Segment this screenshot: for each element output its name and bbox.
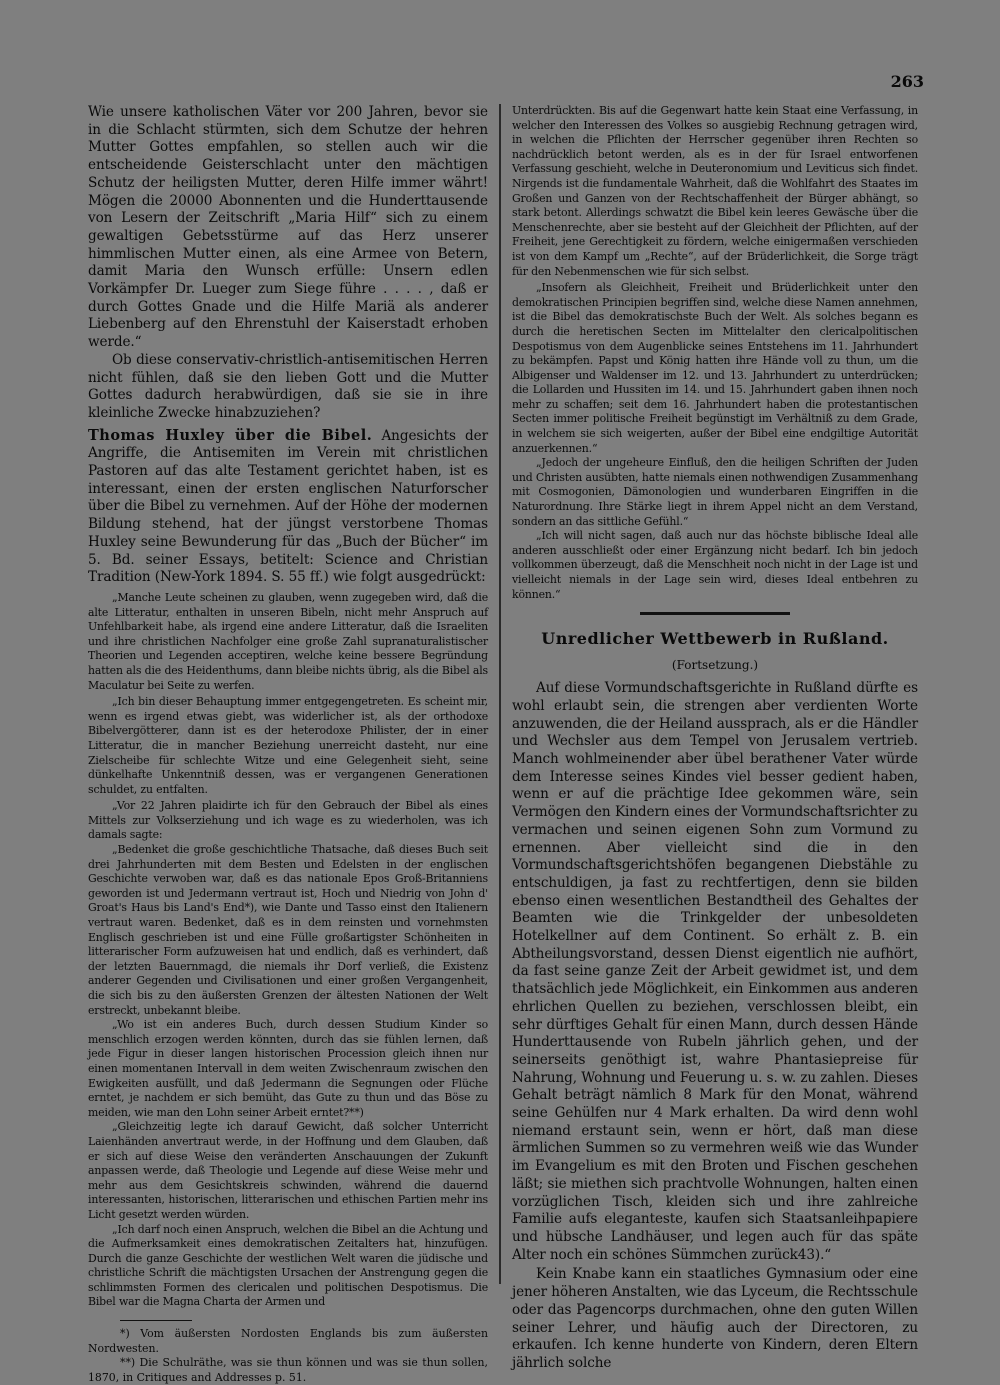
quote-paragraph: „Jedoch der ungeheure Einfluß, den die heiligen Schriften der Juden und Christen ausübten, hatte niemals einen nothwendigen Zusammenhang mit Cosmogonien, Dämonologien und wunderbaren Eingriffen in die Naturordnung. Ihre Stärke liegt in ihrem Appel nicht an dem Verstand, sondern an das sittliche Gefühl.“ bbox=[512, 456, 918, 528]
huxley-intro-paragraph bbox=[88, 427, 488, 587]
footnote-2: **) Die Schulräthe, was sie thun können und was sie thun sollen, 1870, in Critiques and Addresses p. 51. bbox=[88, 1356, 488, 1384]
left-column bbox=[88, 104, 488, 1385]
section-heading-russia: Unredlicher Wettbewerb in Rußland. bbox=[541, 629, 889, 649]
quote-paragraph: „Ich will nicht sagen, daß auch nur das höchste biblische Ideal alle anderen ausschließt oder einer Ergänzung nicht bedarf. Ich bin jedoch vollkommen überzeugt, daß die Menschheit noch nicht in der Lage ist und vielleicht niemals in der Lage sein wird, dieses Ideal entbehren zu können.“ bbox=[512, 529, 918, 601]
paragraph-maria-hilf-appeal: Wie unsere katholischen Väter vor 200 Jahren, bevor sie in die Schlacht stürmten, sich dem Schutze der hehren Mutter Gottes empfahlen, so stellen auch wir die entscheidende Geisterschlacht unter den mächtigen Schutz der heiligsten Mutter, deren Hilfe immer währt! Mögen die 20000 Abonnenten und die Hunderttausende von Lesern der Zeitschrift „Maria Hilf“ sich zu einem gewaltigen Gebetsstürme auf das Herz unserer himmlischen Mutter einen, als eine Armee von Betern, damit Maria den Wunsch erfülle: Unsern edlen Vorkämpfer Dr. Lueger zum Siege führe . . . . , daß er durch Gottes Gnade und die Hilfe Mariä als anderer Liebenberg auf den Ehrenstuhl der Kaiserstadt erhoben werde.“ bbox=[88, 104, 488, 351]
quote-paragraph: Unterdrückten. Bis auf die Gegenwart hatte kein Staat eine Verfassung, in welcher den Interessen des Volkes so ausgiebig Rechnung getragen wird, in welchen die Pflichten der Herrscher gegenüber ihren Rechten so nachdrücklich betont werden, als es in der für Israel entworfenen Verfassung geschieht, welche in Deuteronomium und Leviticus sich findet. Nirgends ist die fundamentale Wahrheit, daß die Wohlfahrt des Staates im Großen und Ganzen von der Rechtschaffenheit der Bürger abhängt, so stark betont. Allerdings schwatzt die Bibel kein leeres Gewäsche über die Menschenrechte, aber sie besteht auf der Gleichheit der Pflichten, auf der Freiheit, jene Gerechtigkeit zu fördern, welche einigermaßen verschieden ist von dem Kampf um „Rechte“, auf der Brüderlichkeit, die Sorge trägt für den Nebenmenschen wie für sich selbst. bbox=[512, 104, 918, 278]
section-heading-huxley: Thomas Huxley über die Bibel. bbox=[88, 426, 373, 444]
quote-paragraph: „Gleichzeitig legte ich darauf Gewicht, daß solcher Unterricht Laienhänden anvertraut werde, in der Hoffnung und dem Glauben, daß er sich auf diese Weise den veränderten Anschauungen der Zukunft anpassen werde, daß Theologie und Legende auf diese Weise mehr und mehr aus dem Gesichtskreis schwinden, während die dauernd interessanten, historischen, litterarischen und ethischen Partien mehr ins Licht gesetzt werden würden. bbox=[88, 1120, 488, 1221]
quote-paragraph: „Vor 22 Jahren plaidirte ich für den Gebrauch der Bibel als eines Mittels zur Volkserziehung und ich wage es zu wiederholen, was ich damals sagte: bbox=[88, 799, 488, 842]
paragraph-question: Ob diese conservativ-christlich-antisemitischen Herren nicht fühlen, daß sie den lieben Gott und die Mutter Gottes dadurch herabwürdigen, daß sie sie in ihre kleinliche Zwecke hinabzuziehen? bbox=[88, 351, 488, 421]
quote-paragraph: „Insofern als Gleichheit, Freiheit und Brüderlichkeit unter den demokratischen Principien begriffen sind, welche diese Namen annehmen, ist die Bibel das demokratischste Buch der Welt. Als solches begann es durch die heretischen Secten im Mittelalter den clericalpolitischen Despotismus von dem Augenblicke seines Entstehens im 11. Jahrhundert zu bekämpfen. Papst und König hatten ihre Hände voll zu thun, um die Albigenser und Waldenser im 12. und 13. Jahrhundert zu unterdrücken; die Lollarden und Hussiten im 14. und 15. Jahrhundert gaben ihnen noch mehr zu schaffen; seit dem 16. Jahrhundert haben die protestantischen Secten immer politische Freiheit begünstigt im Verhältniß zu dem Grade, in welchem sie sich weigerten, außer der Bibel eine endgiltige Autorität anzuerkennen.“ bbox=[512, 281, 918, 455]
section-divider bbox=[640, 612, 790, 615]
column-divider bbox=[499, 104, 501, 1284]
paragraph-vormundschaft: Auf diese Vormundschaftsgerichte in Rußland dürfte es wohl erlaubt sein, die strengen aber verdienten Worte anzuwenden, die der Heiland aussprach, als er die Händler und Wechsler aus dem Tempel von Jerusalem vertrieb. Manch wohlmeinender aber übel berathener Vater würde dem Interesse seines Kindes viel besser gedient haben, wenn er auf die prächtige Idee gekommen wäre, sein Vermögen den Kindern eines der Vormundschaftsrichter zu vermachen und seinen eigenen Sohn zum Vormund zu ernennen. Aber vielleicht sind die in den Vormundschaftsgerichtshöfen begangenen Diebstähle zu entschuldigen, ja fast zu rechtfertigen, denn sie bilden ebenso einen wesentlichen Bestandtheil des Gehaltes der Beamten wie die Trinkgelder der unbesoldeten Hotelkellner auf dem Continent. So erhält z. B. ein Abtheilungsvorstand, dessen Dienst eigentlich nie aufhört, da fast seine ganze Zeit der Arbeit gewidmet ist, und dem thatsächlich jede Möglichkeit, ein Einkommen aus anderen ehrlichen Quellen zu beziehen, verschlossen bleibt, ein sehr dürftiges Gehalt für einen Mann, durch dessen Hände Hunderttausende von Rubeln jährlich gehen, und der seinerseits genöthigt ist, wahre Phantasiepreise für Nahrung, Wohnung und Feuerung u. s. w. zu zahlen. Dieses Gehalt beträgt nämlich 8 Mark für den Monat, während seine Gehülfen nur 4 Mark erhalten. Da wird denn wohl niemand erstaunt sein, wenn er hört, daß man diese ärmlichen Summen so zu vermehren weiß wie das Wunder im Evangelium es mit den Broten und Fischen geschehen läßt; sie miethen sich prachtvolle Wohnungen, halten einen vorzüglichen Tisch, kleiden sich und ihre zahlreiche Familie aufs eleganteste, kaufen sich Staatsanleihpapiere und hübsche Landhäuser, und legen auch für das späte Alter noch ein schönes Sümmchen zurück43).“ bbox=[512, 680, 918, 1263]
huxley-intro-text: Angesichts der Angriffe, die Antisemiten im Verein mit christlichen Pastoren auf das alte Testament gerichtet haben, ist es interessant, einen der ersten englischen Naturforscher über die Bibel zu vernehmen. Auf der Höhe der modernen Bildung stehend, hat der jüngst verstorbene Thomas Huxley seine Bewunderung für das „Buch der Bücher“ im 5. Bd. seiner Essays, betitelt: Science and Christian Tradition (New-York 1894. S. 55 ff.) wie folgt ausgedrückt: bbox=[88, 427, 488, 586]
right-column bbox=[512, 104, 918, 1373]
quote-paragraph: „Bedenket die große geschichtliche Thatsache, daß dieses Buch seit drei Jahrhunderten mit dem Besten und Edelsten in der englischen Geschichte verwoben war, daß es das nationale Epos Groß-Britanniens geworden ist und Jedermann vertraut ist, Hoch und Niedrig von John d' Groat's Haus bis Land's End*), wie Dante und Tasso einst den Italienern vertraut waren. Bedenket, daß es in dem reinsten und vornehmsten Englisch geschrieben ist und eine Fülle großartigster Schönheiten in litterarischer Form aufzuweisen hat und endlich, daß es verhindert, daß der letzten Bauernmagd, die niemals ihr Dorf verließ, die Existenz anderer Gegenden und Civilisationen und einer großen Vergangenheit, die sich bis zu den äußersten Grenzen der ältesten Nationen der Welt erstreckt, unbekannt bleibe. bbox=[88, 843, 488, 1017]
quote-paragraph: „Ich bin dieser Behauptung immer entgegengetreten. Es scheint mir, wenn es irgend etwas giebt, was widerlicher ist, als der orthodoxe Bibelvergötterer, dann ist es der heterodoxe Philister, der in einer Litteratur, die in mancher Beziehung unerreicht dasteht, nur eine Zielscheibe für schlechte Witze und eine Gelegenheit sieht, seine dünkelhafte Unkenntniß dessen, was er vergangenen Generationen schuldet, zu entfalten. bbox=[88, 695, 488, 796]
paragraph-gymnasium: Kein Knabe kann ein staatliches Gymnasium oder eine jener höheren Anstalten, wie das Lyceum, die Rechtsschule oder das Pagencorps durchmachen, ohne den guten Willen seiner Lehrer, und häufig auch der Directoren, zu erkaufen. Ich kenne hunderte von Kindern, deren Eltern jährlich solche bbox=[512, 1266, 918, 1371]
page-number: 263 bbox=[890, 72, 924, 91]
footnote-1: *) Vom äußersten Nordosten Englands bis zum äußersten Nordwesten. bbox=[88, 1327, 488, 1355]
section-subtitle: (Fortsetzung.) bbox=[671, 658, 759, 673]
quote-paragraph: „Manche Leute scheinen zu glauben, wenn zugegeben wird, daß die alte Litteratur, enthalten in unseren Bibeln, nicht mehr Anspruch auf Unfehlbarkeit habe, als irgend eine andere Litteratur, daß die Israeliten und ihre christlichen Nachfolger eine große Zahl supranaturalistischer Theorien und Legenden acceptiren, welche keine bessere Begründung hatten als die des Heidenthums, dann bleibe nichts übrig, als die Bibel als Maculatur bei Seite zu werfen. bbox=[88, 590, 488, 692]
quote-paragraph: „Wo ist ein anderes Buch, durch dessen Studium Kinder so menschlich erzogen werden könnten, durch das sie fühlen lernen, daß jede Figur in dieser langen historischen Procession gleich ihnen nur einen momentanen Intervall in dem weiten Zwischenraum zwischen den Ewigkeiten ausfüllt, und daß Jedermann die Segnungen oder Flüche erntet, je nachdem er sich bemüht, das Gute zu thun und das Böse zu meiden, wie man den Lohn seiner Arbeit erntet?**) bbox=[88, 1018, 488, 1119]
quote-paragraph: „Ich darf noch einen Anspruch, welchen die Bibel an die Achtung und die Aufmerksamkeit eines demokratischen Zeitalters hat, hinzufügen. Durch die ganze Geschichte der westlichen Welt waren die jüdische und christliche Schrift die mächtigsten Ursachen der Anstrengung gegen die schlimmsten Formen des clericalen und politischen Despotismus. Die Bibel war die Magna Charta der Armen und bbox=[88, 1222, 488, 1309]
footnote-divider bbox=[120, 1320, 192, 1321]
